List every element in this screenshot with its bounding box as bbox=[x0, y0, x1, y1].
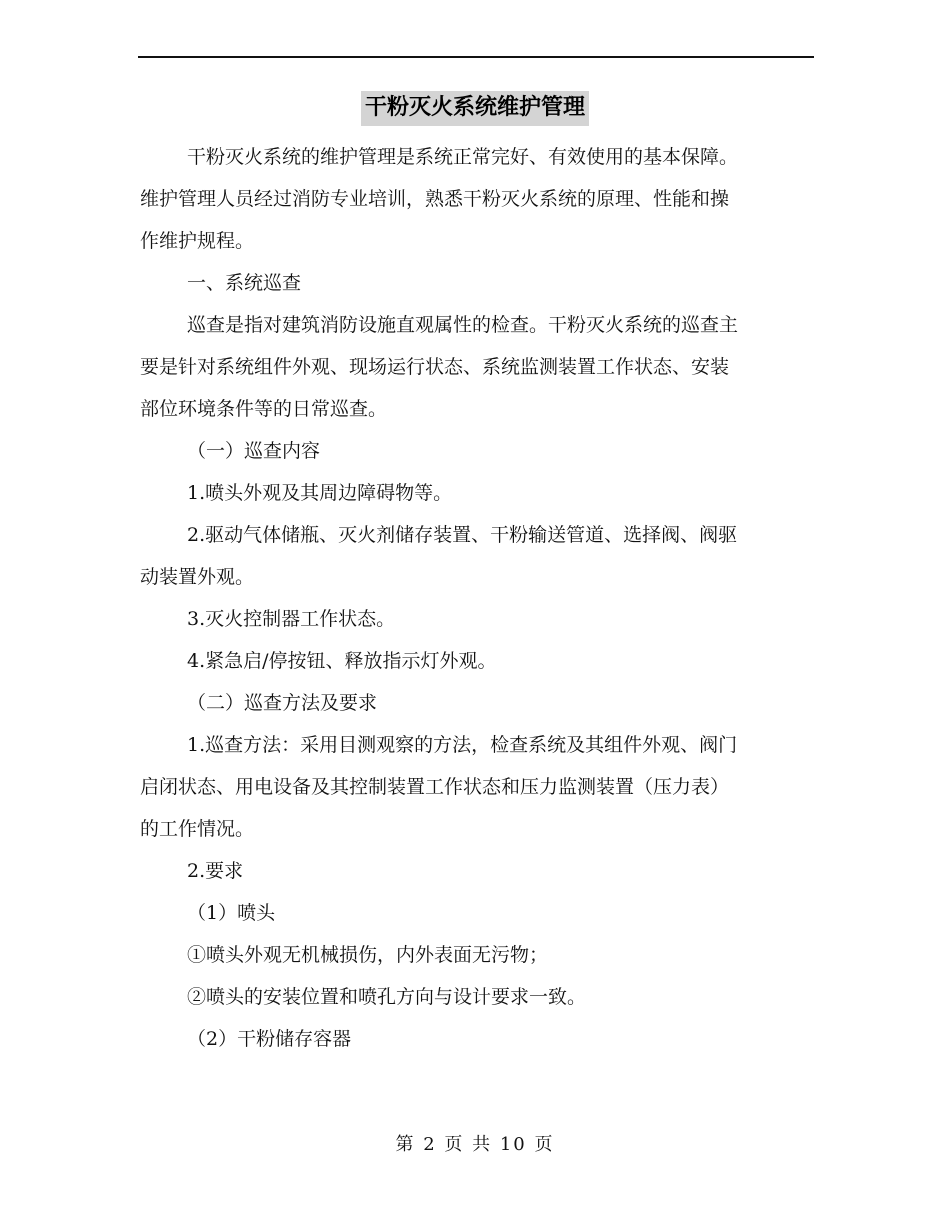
paragraph-line: 部位环境条件等的日常巡查。 bbox=[140, 398, 388, 420]
list-item: 3.灭火控制器工作状态。 bbox=[187, 608, 396, 630]
list-item: 1.喷头外观及其周边障碍物等。 bbox=[187, 482, 453, 504]
list-item: 4.紧急启/停按钮、释放指示灯外观。 bbox=[187, 650, 497, 672]
document-title: 干粉灭火系统维护管理 bbox=[361, 91, 589, 126]
sub-item-heading: （2）干粉储存容器 bbox=[187, 1028, 352, 1050]
section-heading: 一、系统巡查 bbox=[187, 272, 302, 294]
paragraph-line: 维护管理人员经过消防专业培训，熟悉干粉灭火系统的原理、性能和操 bbox=[140, 188, 730, 210]
header-rule bbox=[138, 56, 814, 58]
paragraph-line: 巡查是指对建筑消防设施直观属性的检查。干粉灭火系统的巡查主 bbox=[187, 314, 739, 336]
subsection-heading: （二）巡查方法及要求 bbox=[187, 692, 378, 714]
page-footer: 第 2 页 共 10 页 bbox=[395, 1134, 555, 1155]
list-item-continuation: 动装置外观。 bbox=[140, 566, 255, 588]
paragraph-line: 要是针对系统组件外观、现场运行状态、系统监测装置工作状态、安装 bbox=[140, 356, 730, 378]
list-item-continuation: 的工作情况。 bbox=[140, 818, 255, 840]
list-item-continuation: 启闭状态、用电设备及其控制装置工作状态和压力监测装置（压力表） bbox=[140, 776, 730, 798]
document-body bbox=[140, 136, 820, 1060]
list-item: 2.驱动气体储瓶、灭火剂储存装置、干粉输送管道、选择阀、阀驱 bbox=[187, 524, 738, 546]
subsection-heading: （一）巡查内容 bbox=[187, 440, 321, 462]
list-item: 2.要求 bbox=[187, 860, 244, 882]
paragraph-line: 干粉灭火系统的维护管理是系统正常完好、有效使用的基本保障。 bbox=[187, 146, 739, 168]
requirement-item: ①喷头外观无机械损伤，内外表面无污物； bbox=[187, 944, 549, 966]
sub-item-heading: （1）喷头 bbox=[187, 902, 276, 924]
requirement-item: ②喷头的安装位置和喷孔方向与设计要求一致。 bbox=[187, 986, 587, 1008]
paragraph-line: 作维护规程。 bbox=[140, 230, 255, 252]
list-item: 1.巡查方法：采用目测观察的方法，检查系统及其组件外观、阀门 bbox=[187, 734, 738, 756]
title-container bbox=[0, 91, 950, 126]
